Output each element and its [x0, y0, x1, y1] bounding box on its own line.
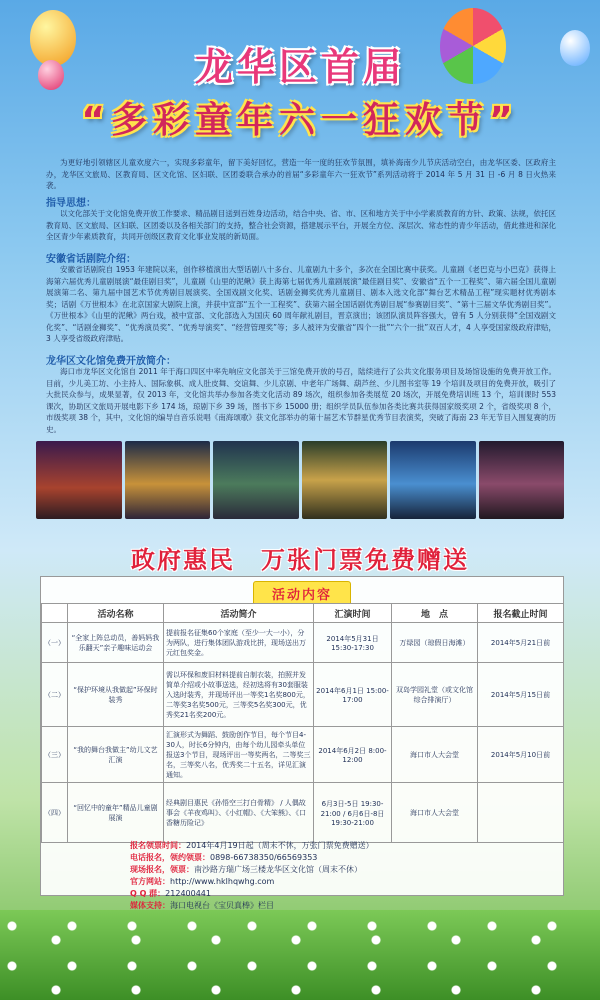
- section-heading-cultural-center: 龙华区文化馆免费开放简介：: [46, 356, 176, 367]
- activity-desc: 经典剧目惠民《孙悟空三打白骨精》 / 人偶故事会《羊夜鸡叫》、《小红帽》、《大笨熊》、《口香糖历险记》: [164, 783, 314, 843]
- activity-desc: 需以环保和废旧材料提前自制衣装，拍照并发简单介绍或小故事送选，经初选将有30套服装入选时装秀，并现场评出一等奖1名奖800元，二等奖3名奖500元，三等奖5名奖300元，优秀奖21名奖200元。: [164, 663, 314, 727]
- activity-desc: 提前报名征集60个家庭（至少一大一小），分为两队，进行集体团队游戏比拼，现场送出万元红包奖金。: [164, 623, 314, 663]
- activity-place: 海口市人大会堂: [392, 783, 478, 843]
- table-row: [42, 663, 564, 727]
- activity-table: [41, 603, 564, 843]
- activity-deadline: 2014年5月10日前: [478, 727, 564, 783]
- grass-decoration: [0, 910, 600, 1000]
- performance-photo: [479, 441, 565, 519]
- section-heading-guiding: 指导思想：: [46, 198, 96, 209]
- contact-label: 现场报名，领票：: [130, 865, 194, 874]
- activity-deadline: 2014年5月21日前: [478, 623, 564, 663]
- row-index: （四）: [42, 783, 68, 843]
- activity-name: “回忆中的童年”精品儿童剧展演: [68, 783, 164, 843]
- intro-paragraph: 为更好地引领辖区儿童欢度六一，实现多彩童年，留下美好回忆，营造一年一度的狂欢节氛围，填补海南少儿节庆活动空白，由龙华区委、区政府主办，龙华区文旅局、区教育局、区文化馆、区妇联、区团委联合承办的首届“多彩童年六一狂欢节”系列活动将于 2014 年 5 月 31 日 -6 月 8 日火热来袭。: [46, 158, 556, 190]
- table-row: [42, 783, 564, 843]
- section-text-theater: 安徽省话剧院自 1953 年建院以来，创作移植演出大型话剧八十多台、儿童剧九十多个，多次在全国比赛中获奖。儿童剧《老巴克与小巴克》获得上海第六届优秀儿童剧展演“最佳剧目奖”，儿童剧《山里的泥鳅》获上海第七届优秀儿童剧展演“最佳剧目奖”、安徽省“五个一工程奖”、第六届全国儿童剧展演第二名、第九届中国艺术节优秀剧目展演奖、全国戏剧文化奖、话剧金狮奖优秀儿童剧目、剧本入选文化部“舞台艺术精品工程”现实题材优秀剧本奖；话剧《万世根本》在北京国家大剧院上演，并获中宣部“五个一工程奖”、获第六届全国话剧优秀剧目展“参赛剧目奖”、“第十三届文华优秀剧目奖”。《万世根本》《山里的泥鳅》两台戏，被中宣部、文化部选入为国庆 60 周年献礼剧目，晋京演出；该团队演员阵容强大，曾有 5 人分别获得“全国戏剧文化奖”、“话剧金狮奖”、“优秀演员奖”、“优秀导演奖”、“经营管理奖”等；多人被评为安徽省“四个一批”“六个一批”双百人才，4 人享受国家级政府津贴，3 人享受省级政府津贴。: [46, 265, 556, 343]
- table-header-place: 地 点: [392, 604, 478, 623]
- activity-deadline: 2014年5月15日前: [478, 663, 564, 727]
- performance-photo: [125, 441, 211, 519]
- page-title: 龙华区首届: [194, 45, 405, 89]
- contact-value: 2014年4月19日起（周末不休，万张门票免费赠送）: [186, 841, 374, 850]
- section-heading-theater: 安徽省话剧院介绍：: [46, 254, 136, 265]
- contact-value: 212400441: [165, 889, 211, 898]
- performance-photo: [213, 441, 299, 519]
- table-header-deadline: 报名截止时间: [478, 604, 564, 623]
- activity-name: “全家上阵总动员，善妈妈我乐翻天”亲子趣味运动会: [68, 623, 164, 663]
- contact-value: 0898-66738350/66569353: [210, 853, 318, 862]
- activity-place: 双岛学园礼堂（或文化馆综合排演厅）: [392, 663, 478, 727]
- contact-line: [130, 852, 374, 864]
- activity-time: 6月3日-5日 19:30-21:00 / 6月6日-8日 19:30-21:00: [314, 783, 392, 843]
- promo-banner: 政府惠民 万张门票免费赠送: [131, 546, 469, 574]
- contact-label: 官方网站：: [130, 877, 170, 886]
- table-header-time: 汇演时间: [314, 604, 392, 623]
- contact-info: [130, 840, 374, 912]
- activity-place: 海口市人大会堂: [392, 727, 478, 783]
- contact-value: 南沙路方瑞广场三楼龙华区文化馆（周末不休）: [194, 865, 362, 874]
- contact-label: 媒体支持：: [130, 901, 170, 910]
- activity-desc: 汇演形式为舞蹈、鼓励创作节目，每个节目4-30人，时长6分钟内，由每个幼儿园牵头单位报送3个节目，现场评出一等奖两名，二等奖三名，三等奖八名，优秀奖二十五名，详见汇演通知。: [164, 727, 314, 783]
- activity-time: 2014年6月1日 15:00-17:00: [314, 663, 392, 727]
- activity-table-title: 活动内容: [253, 581, 351, 606]
- row-index: （三）: [42, 727, 68, 783]
- activity-time: 2014年6月2日 8:00-12:00: [314, 727, 392, 783]
- activity-name: “保护环境从我做起”环保时装秀: [68, 663, 164, 727]
- contact-label: 电话报名，领约领票：: [130, 853, 210, 862]
- performance-photo: [390, 441, 476, 519]
- table-header-desc: 活动简介: [164, 604, 314, 623]
- performance-photo: [302, 441, 388, 519]
- activity-place: 万绿园（琼假日海滩）: [392, 623, 478, 663]
- activity-time: 2014年5月31日 15:30-17:30: [314, 623, 392, 663]
- performance-photo: [36, 441, 122, 519]
- contact-value: 海口电视台《宝贝真棒》栏目: [170, 901, 274, 910]
- contact-line: [130, 888, 374, 900]
- activity-name: “我的舞台我做主”幼儿文艺汇演: [68, 727, 164, 783]
- page-subtitle: “多彩童年六一狂欢节”: [81, 100, 519, 141]
- row-index: （二）: [42, 663, 68, 727]
- table-header-index: [42, 604, 68, 623]
- contact-label: 报名领票时间：: [130, 841, 186, 850]
- section-text-cultural-center: 海口市龙华区文化馆自 2011 年于海口四区中率先响应文化部关于三馆免费开放的号召，陆续进行了公共文化服务项目及场馆设施的免费开放工作。目前，少儿美工坊、小主持人、国际象棋、成人肚皮舞、交谊舞、少儿京剧、中老年广场舞、葫芦丝、少儿图书室等 19 个培训及项目的免费开放，吸引了大批民众参与，成果显著，仅 2013 年，文化馆共举办参加各类文化活动 89 场次，组织参加各类展览 20 场次，开展免费培训班 13 个，培训课时 553 课次，协助区文旅局开展电影下乡 174 场，琼剧下乡 39 场，图书下乡 15000 册；组织学员队伍参加各类比赛共获得国家级奖项 2 个，省级奖项 8 个，市级奖项 38 个，其中，文化馆的编导自音乐说唱《南海颂歌》获文化部举办的第十届艺术节群星优秀节目表演奖，突破了海南 23 年无节目入围复赛的历史。: [46, 367, 556, 434]
- activity-deadline: [478, 783, 564, 843]
- website-link[interactable]: http://www.hklhqwhg.com: [170, 877, 275, 886]
- table-header-name: 活动名称: [68, 604, 164, 623]
- table-header-row: [42, 604, 564, 623]
- contact-line: [130, 876, 374, 888]
- performance-photo-strip: [36, 441, 564, 519]
- contact-line: [130, 840, 374, 852]
- row-index: （一）: [42, 623, 68, 663]
- section-text-guiding: 以文化部关于文化馆免费开放工作要求、精品剧目送到百姓身边活动，结合中央、省、市、区和地方关于中小学素质教育的方针、政策、法规，依托区教育局、区文旅局、区妇联、区团委以及各相关部门的支持，整合社会资源，搭建展示平台，开展全方位、深层次、常态性的青少年活动，借此推进和深化全区青少年素质教育，共同开创级区教育文化事业发展的新局面。: [46, 209, 556, 241]
- contact-line: [130, 864, 374, 876]
- table-row: [42, 623, 564, 663]
- table-row: [42, 727, 564, 783]
- contact-label: Q Q 群：: [130, 889, 166, 898]
